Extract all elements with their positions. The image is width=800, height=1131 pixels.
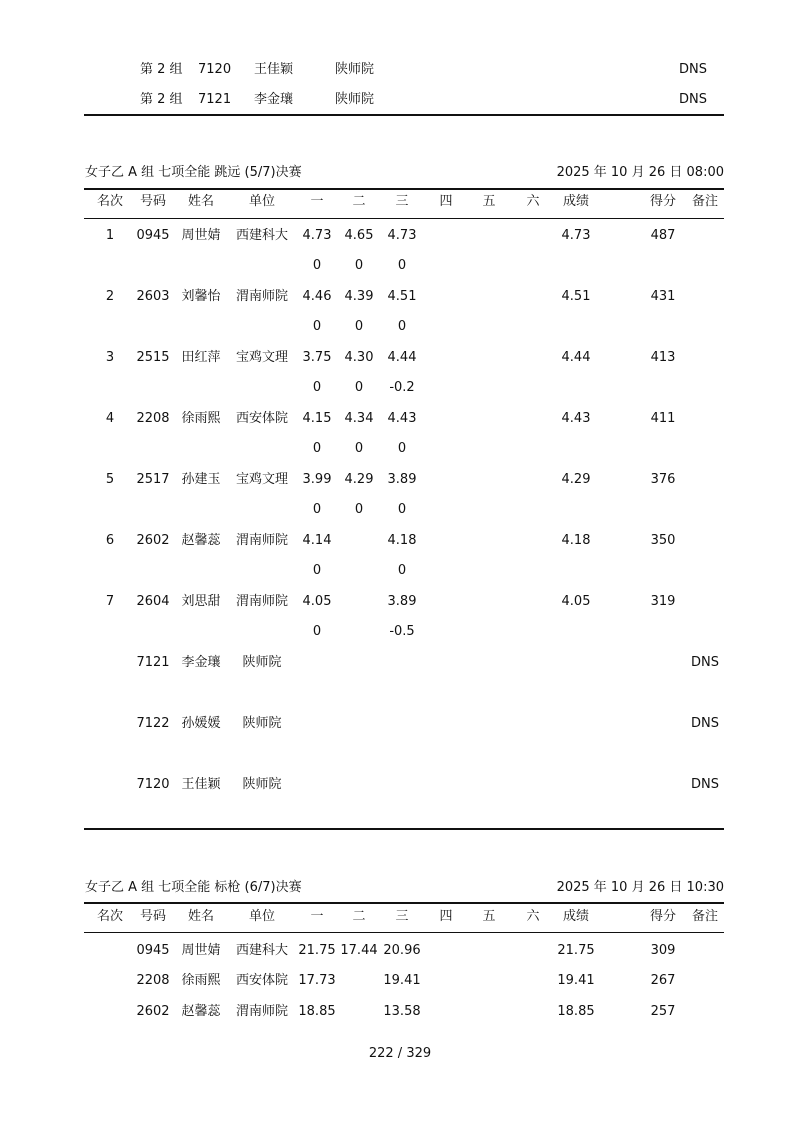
cell-result: 4.44 (561, 350, 591, 365)
cell-unit: 西建科大 (235, 228, 289, 243)
cell-a1: 17.73 (298, 973, 336, 988)
cell-a1: 3.99 (302, 472, 332, 487)
cell-result: 4.29 (561, 472, 591, 487)
cell-a3: 19.41 (383, 973, 421, 988)
cell-a3: 3.89 (387, 594, 417, 609)
cell-name: 周世婧 (181, 228, 221, 243)
cell-points: 319 (650, 594, 676, 609)
page-number: 222 / 329 (368, 1046, 432, 1061)
column-header-name: 姓名 (187, 194, 215, 209)
cell-wind: 0 (397, 441, 407, 456)
carryover-bib: 7120 (198, 62, 232, 77)
cell-a1: 21.75 (298, 943, 336, 958)
cell-unit: 西安体院 (235, 411, 289, 426)
cell-bib: 7120 (136, 777, 170, 792)
cell-name: 徐雨熙 (181, 411, 221, 426)
cell-wind: 0 (312, 319, 322, 334)
cell-result: 18.85 (557, 1004, 595, 1019)
cell-result: 4.51 (561, 289, 591, 304)
cell-note: DNS (691, 716, 719, 731)
cell-rank: 5 (105, 472, 115, 487)
section-datetime: 2025 年 10 月 26 日 08:00 (556, 165, 724, 180)
cell-points: 309 (650, 943, 676, 958)
cell-unit: 西建科大 (235, 943, 289, 958)
cell-result: 19.41 (557, 973, 595, 988)
cell-a1: 4.15 (302, 411, 332, 426)
cell-note: DNS (691, 777, 719, 792)
divider (84, 188, 724, 190)
cell-bib: 2517 (136, 472, 170, 487)
cell-rank: 2 (105, 289, 115, 304)
cell-result: 4.05 (561, 594, 591, 609)
cell-result: 4.73 (561, 228, 591, 243)
cell-name: 赵馨蕊 (181, 1004, 221, 1019)
cell-name: 刘思甜 (181, 594, 221, 609)
cell-unit: 宝鸡文理 (235, 472, 289, 487)
cell-result: 21.75 (557, 943, 595, 958)
cell-name: 刘馨怡 (181, 289, 221, 304)
cell-a1: 4.14 (302, 533, 332, 548)
cell-a2: 17.44 (340, 943, 378, 958)
cell-note: DNS (691, 655, 719, 670)
cell-a2: 4.39 (344, 289, 374, 304)
cell-rank: 4 (105, 411, 115, 426)
cell-name: 田红萍 (181, 350, 221, 365)
cell-wind: -0.2 (389, 380, 415, 395)
column-header-rank: 名次 (96, 194, 124, 209)
carryover-status: DNS (679, 62, 707, 77)
cell-a3: 4.51 (387, 289, 417, 304)
section-title: 女子乙 A 组 七项全能 跳远 (5/7)决赛 (85, 165, 302, 180)
carryover-group: 第 2 组 (140, 62, 183, 77)
column-header-a4: 四 (439, 194, 453, 209)
cell-a3: 3.89 (387, 472, 417, 487)
cell-a2: 4.65 (344, 228, 374, 243)
cell-a1: 4.05 (302, 594, 332, 609)
column-header-result: 成绩 (562, 909, 590, 924)
cell-unit: 陕师院 (242, 777, 282, 792)
carryover-bib: 7121 (198, 92, 232, 107)
cell-a3: 4.73 (387, 228, 417, 243)
column-header-result: 成绩 (562, 194, 590, 209)
cell-a3: 4.43 (387, 411, 417, 426)
carryover-status: DNS (679, 92, 707, 107)
column-header-a4: 四 (439, 909, 453, 924)
cell-name: 李金瓖 (181, 655, 221, 670)
column-header-bib: 号码 (139, 194, 167, 209)
cell-wind: 0 (312, 624, 322, 639)
cell-wind: 0 (354, 258, 364, 273)
column-header-unit: 单位 (248, 194, 276, 209)
column-header-a5: 五 (482, 194, 496, 209)
cell-rank: 3 (105, 350, 115, 365)
column-header-points: 得分 (649, 194, 677, 209)
cell-unit: 渭南师院 (235, 594, 289, 609)
cell-unit: 渭南师院 (235, 1004, 289, 1019)
cell-bib: 2602 (136, 533, 170, 548)
cell-a3: 4.44 (387, 350, 417, 365)
cell-wind: 0 (397, 258, 407, 273)
cell-unit: 渭南师院 (235, 289, 289, 304)
cell-bib: 0945 (136, 228, 170, 243)
carryover-name: 王佳颖 (254, 62, 294, 77)
cell-a3: 13.58 (383, 1004, 421, 1019)
column-header-a3: 三 (395, 909, 409, 924)
column-header-unit: 单位 (248, 909, 276, 924)
cell-rank: 7 (105, 594, 115, 609)
cell-bib: 0945 (136, 943, 170, 958)
cell-points: 257 (650, 1004, 676, 1019)
column-header-note: 备注 (691, 909, 719, 924)
cell-points: 376 (650, 472, 676, 487)
cell-result: 4.18 (561, 533, 591, 548)
divider (84, 218, 724, 219)
cell-rank: 1 (105, 228, 115, 243)
carryover-unit: 陕师院 (335, 92, 375, 107)
column-header-a5: 五 (482, 909, 496, 924)
cell-points: 350 (650, 533, 676, 548)
cell-wind: 0 (312, 563, 322, 578)
cell-wind: 0 (354, 380, 364, 395)
carryover-unit: 陕师院 (335, 62, 375, 77)
cell-name: 孙媛媛 (181, 716, 221, 731)
cell-bib: 2603 (136, 289, 170, 304)
cell-a2: 4.30 (344, 350, 374, 365)
column-header-note: 备注 (691, 194, 719, 209)
cell-a1: 18.85 (298, 1004, 336, 1019)
cell-name: 赵馨蕊 (181, 533, 221, 548)
cell-name: 王佳颖 (181, 777, 221, 792)
section-title: 女子乙 A 组 七项全能 标枪 (6/7)决赛 (85, 880, 302, 895)
cell-bib: 2604 (136, 594, 170, 609)
cell-unit: 宝鸡文理 (235, 350, 289, 365)
column-header-a6: 六 (526, 194, 540, 209)
cell-a3: 20.96 (383, 943, 421, 958)
cell-bib: 2208 (136, 973, 170, 988)
cell-a2: 4.34 (344, 411, 374, 426)
column-header-a2: 二 (352, 194, 366, 209)
carryover-group: 第 2 组 (140, 92, 183, 107)
cell-points: 431 (650, 289, 676, 304)
column-header-a3: 三 (395, 194, 409, 209)
cell-points: 411 (650, 411, 676, 426)
divider (84, 902, 724, 904)
cell-name: 徐雨熙 (181, 973, 221, 988)
cell-a2: 4.29 (344, 472, 374, 487)
cell-wind: 0 (397, 563, 407, 578)
cell-wind: 0 (397, 502, 407, 517)
cell-points: 413 (650, 350, 676, 365)
divider (84, 828, 724, 830)
cell-wind: 0 (354, 441, 364, 456)
section-datetime: 2025 年 10 月 26 日 10:30 (556, 880, 724, 895)
cell-a1: 4.73 (302, 228, 332, 243)
cell-wind: 0 (312, 441, 322, 456)
carryover-name: 李金瓖 (254, 92, 294, 107)
column-header-bib: 号码 (139, 909, 167, 924)
cell-rank: 6 (105, 533, 115, 548)
cell-result: 4.43 (561, 411, 591, 426)
cell-points: 267 (650, 973, 676, 988)
cell-name: 周世婧 (181, 943, 221, 958)
cell-bib: 2208 (136, 411, 170, 426)
cell-wind: 0 (312, 502, 322, 517)
cell-unit: 渭南师院 (235, 533, 289, 548)
cell-wind: 0 (397, 319, 407, 334)
column-header-a6: 六 (526, 909, 540, 924)
column-header-name: 姓名 (187, 909, 215, 924)
cell-bib: 7121 (136, 655, 170, 670)
cell-a1: 4.46 (302, 289, 332, 304)
cell-bib: 7122 (136, 716, 170, 731)
column-header-a1: 一 (310, 909, 324, 924)
cell-a1: 3.75 (302, 350, 332, 365)
cell-unit: 陕师院 (242, 655, 282, 670)
cell-unit: 西安体院 (235, 973, 289, 988)
cell-bib: 2602 (136, 1004, 170, 1019)
cell-points: 487 (650, 228, 676, 243)
cell-wind: 0 (354, 502, 364, 517)
column-header-a1: 一 (310, 194, 324, 209)
cell-wind: 0 (312, 380, 322, 395)
divider (84, 932, 724, 933)
cell-bib: 2515 (136, 350, 170, 365)
column-header-rank: 名次 (96, 909, 124, 924)
cell-wind: 0 (312, 258, 322, 273)
divider (84, 114, 724, 116)
cell-a3: 4.18 (387, 533, 417, 548)
column-header-a2: 二 (352, 909, 366, 924)
column-header-points: 得分 (649, 909, 677, 924)
cell-wind: 0 (354, 319, 364, 334)
cell-name: 孙建玉 (181, 472, 221, 487)
cell-wind: -0.5 (389, 624, 415, 639)
cell-unit: 陕师院 (242, 716, 282, 731)
